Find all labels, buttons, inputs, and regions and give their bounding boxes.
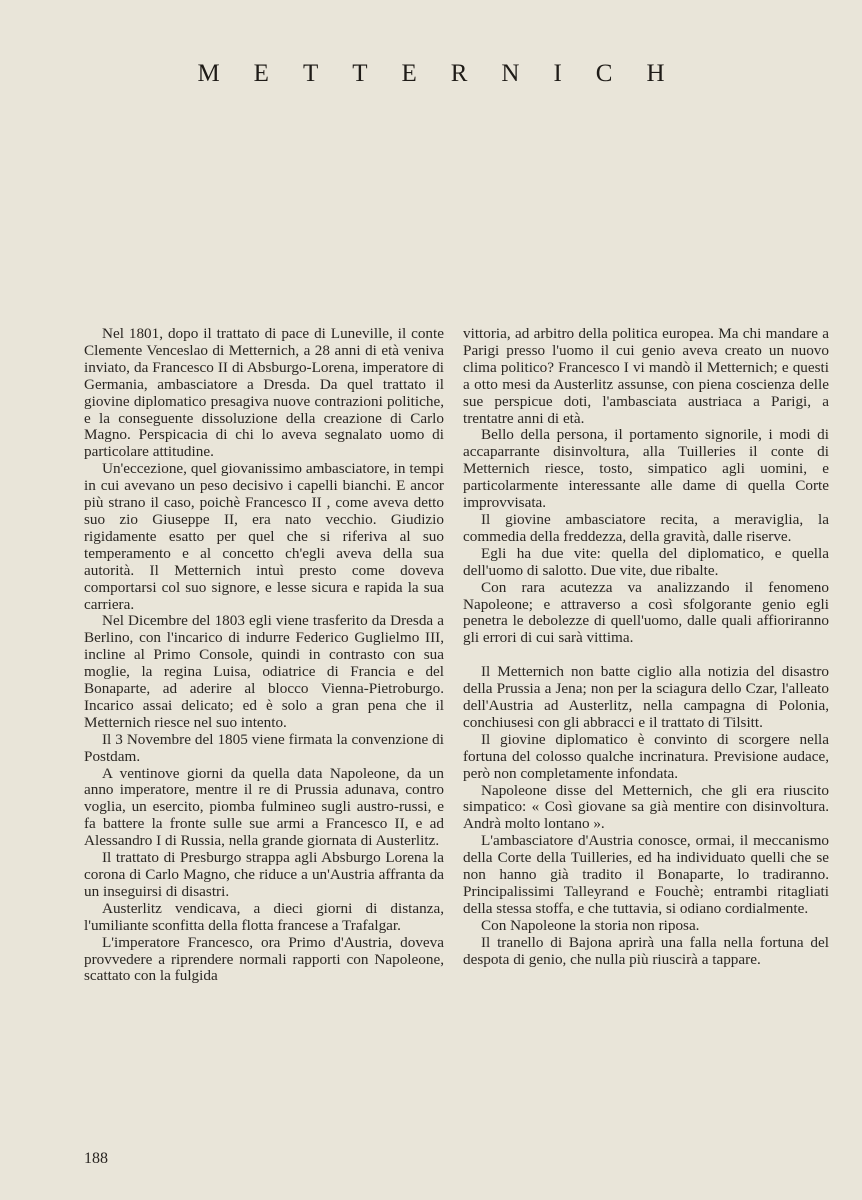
- paragraph: Egli ha due vite: quella del diplomatico, e quella dell'uomo di salotto. Due vite, due ribalte.: [463, 544, 829, 579]
- right-column: [463, 326, 829, 969]
- paragraph: Napoleone disse del Metternich, che gli era riuscito simpatico: « Così giovane sa già mentire con disinvoltura. Andrà molto lontano ».: [463, 781, 829, 833]
- paragraph: L'ambasciatore d'Austria conosce, ormai, il meccanismo della Corte della Tuilleries, ed ha individuato quelli che se non hanno già tradito il Bonaparte, lo tradiranno. Principalissimi Talleyrand e Fouchè; entrambi ritagliati della stessa stoffa, e che tuttavia, si odiano cordialmente.: [463, 832, 829, 917]
- paragraph: Austerlitz vendicava, a dieci giorni di distanza, l'umiliante sconfitta della flotta francese a Trafalgar.: [84, 899, 444, 934]
- paragraph: A ventinove giorni da quella data Napoleone, da un anno imperatore, mentre il re di Prussia adunava, contro voglia, un esercito, piomba fulmineo sugli austro-russi, e fa battere la fronte sulle sue armi a Francesco II, e ad Alessandro I di Russia, nella grande giornata di Austerlitz.: [84, 764, 444, 850]
- paragraph: Un'eccezione, quel giovanissimo ambasciatore, in tempi in cui avevano un peso decisivo i capelli bianchi. E ancor più strano il caso, poichè Francesco II , come aveva detto suo zio Giuseppe II, era nato vecchio. Giudizio rigidamente esatto per quel che si riferiva al suo temperamento e al concetto ch'egli aveva della sua autorità. Il Metternich intuì presto come doveva comportarsi col suo signore, e lesse sicura e rapida la sua carriera.: [84, 460, 444, 613]
- paragraph: Con Napoleone la storia non riposa.: [481, 916, 700, 934]
- paragraph: Nel 1801, dopo il trattato di pace di Luneville, il conte Clemente Venceslao di Metternich, a 28 anni di età veniva inviato, da Francesco II di Absburgo-Lorena, imperatore di Germania, ambasciatore a Dresda. Da quel trattato il giovine diplomatico presagiva nuove contrazioni politiche, e la conseguente dissoluzione della creazione di Carlo Magno. Perspicacia di chi lo aveva segnalato uomo di particolare attitudine.: [84, 325, 444, 461]
- page-number: 188: [84, 1150, 108, 1167]
- paragraph: Con rara acutezza va analizzando il fenomeno Napoleone; e attraverso a così sfolgorante genio egli penetra le debolezze di quell'uomo, dalle quali affioriranno gli errori di cui sarà vittima.: [463, 578, 829, 647]
- paragraph: Il giovine diplomatico è convinto di scorgere nella fortuna del colosso qualche incrinatura. Previsione audace, però non completamente infondata.: [463, 730, 829, 782]
- paragraph: Il 3 Novembre del 1805 viene firmata la convenzione di Postdam.: [84, 730, 444, 765]
- left-column: [84, 326, 444, 985]
- section-gap: [463, 647, 829, 664]
- paragraph: Nel Dicembre del 1803 egli viene trasferito da Dresda a Berlino, con l'incarico di indurre Federico Guglielmo III, incline al Primo Console, quindi in contrasto con sua moglie, la regina Luisa, odiatrice di Francia e del Bonaparte, ad aderire al blocco Vienna-Pietroburgo. Incarico assai delicato; ed è solo a gran pena che il Metternich riesce nel suo intento.: [84, 612, 444, 731]
- paragraph: Bello della persona, il portamento signorile, i modi di accaparrante disinvoltura, alla Tuilleries il conte di Metternich riesce, tosto, simpatico agli uomini, e particolarmente interessante alle dame di quella Corte improvvisata.: [463, 426, 829, 512]
- paragraph-continued: vittoria, ad arbitro della politica europea. Ma chi mandare a Parigi presso l'uomo il cui genio aveva creato un nuovo clima politico? Francesco I vi mandò il Metternich; e questi a otto mesi da Austerlitz assunse, con piena coscienza delle sue perspicue doti, l'ambasciata austriaca a Parigi, a trentatre anni di età.: [463, 325, 829, 427]
- running-head-title: METTERNICH: [197, 60, 699, 87]
- paragraph: Il tranello di Bajona aprirà una falla nella fortuna del despota di genio, che nulla più riuscirà a tappare.: [463, 933, 829, 968]
- paragraph: Il giovine ambasciatore recita, a meraviglia, la commedia della freddezza, della gravità, dalle riserve.: [463, 510, 829, 545]
- paragraph: Il Metternich non batte ciglio alla notizia del disastro della Prussia a Jena; non per la sciagura dello Czar, l'alleato dell'Austria ad Austerlitz, nella campagna di Polonia, conchiusesi con gli abbracci e il trattato di Tilsitt.: [463, 663, 829, 731]
- paragraph: Il trattato di Presburgo strappa agli Absburgo Lorena la corona di Carlo Magno, che riduce a un'Austria affranta da un inseguirsi di disastri.: [84, 849, 444, 900]
- paragraph: L'imperatore Francesco, ora Primo d'Austria, doveva provvedere a riprendere normali rapporti con Napoleone, scattato con la fulgida: [84, 933, 444, 985]
